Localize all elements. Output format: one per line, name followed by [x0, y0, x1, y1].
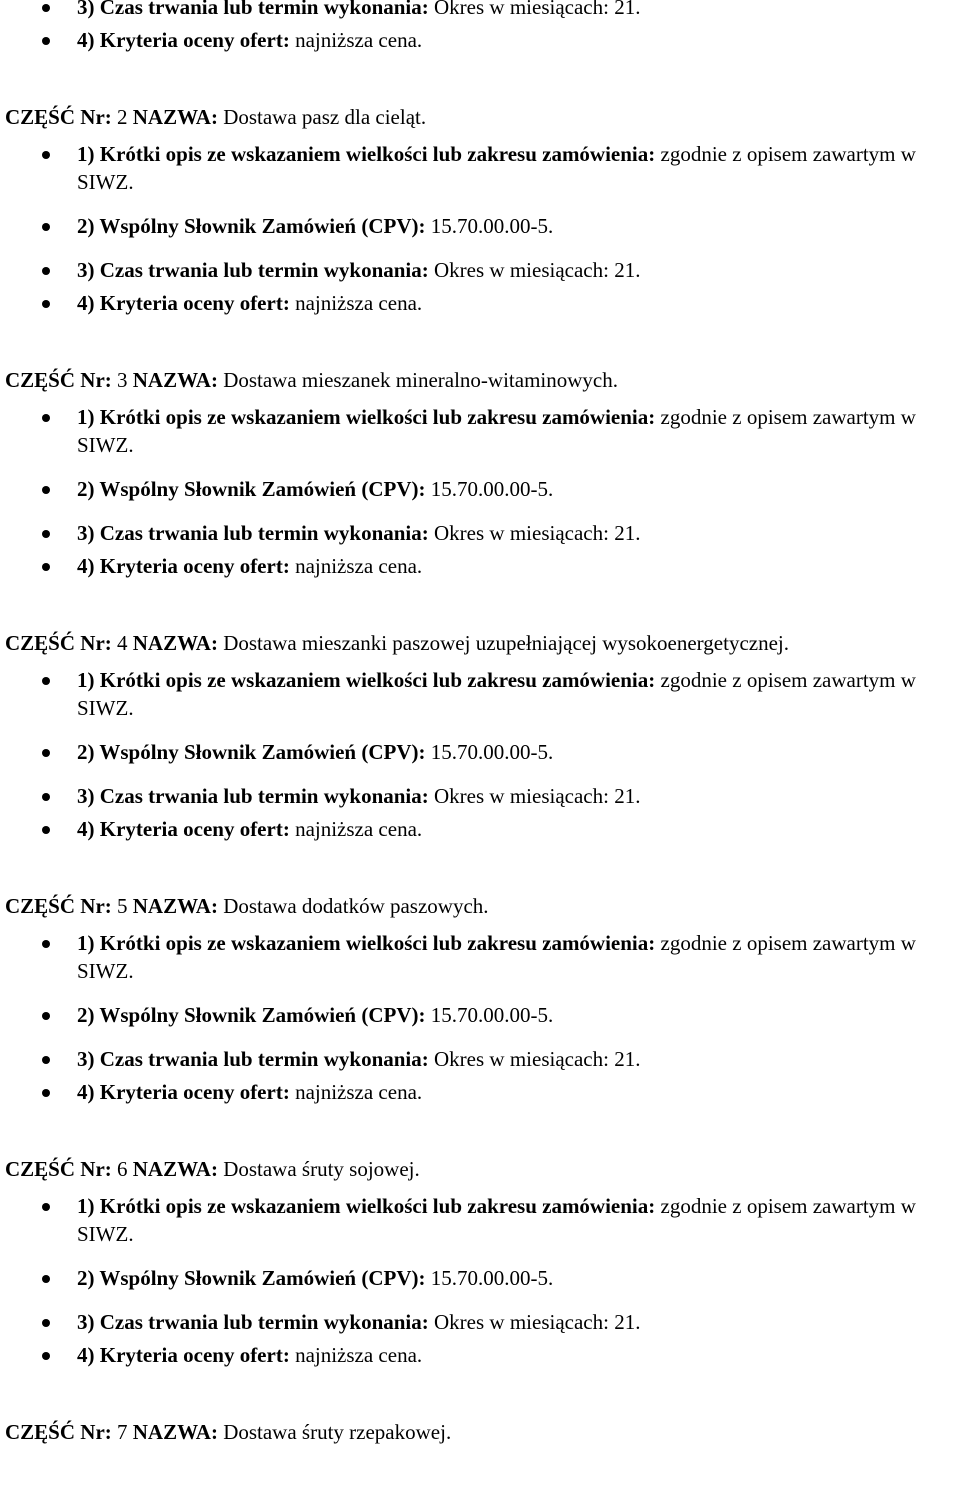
item-duration — [0, 0, 960, 21]
part-heading — [0, 629, 960, 657]
bullet-icon — [42, 1056, 50, 1064]
item-cpv — [0, 475, 960, 503]
item-duration — [0, 1308, 960, 1336]
part-heading — [0, 1418, 960, 1446]
item-value: zgodnie z opisem zawartym w SIWZ. — [77, 142, 916, 194]
name-prefix: NAZWA: — [132, 368, 218, 392]
part-items — [0, 403, 960, 580]
item-criteria — [0, 289, 960, 317]
item-value: najniższa cena. — [295, 554, 423, 578]
item-value: najniższa cena. — [295, 1343, 423, 1367]
bullet-icon — [42, 4, 50, 12]
bullet-icon — [42, 1089, 50, 1097]
name-prefix: NAZWA: — [132, 631, 218, 655]
part-heading — [0, 1155, 960, 1183]
item-label: 3) Czas trwania lub termin wykonania: — [77, 0, 429, 19]
item-value: najniższa cena. — [295, 291, 423, 315]
item-value: Okres w miesiącach: 21. — [434, 1047, 641, 1071]
item-label: 3) Czas trwania lub termin wykonania: — [77, 258, 429, 282]
bullet-icon — [42, 530, 50, 538]
item-cpv — [0, 212, 960, 240]
item-label: 2) Wspólny Słownik Zamówień (CPV): — [77, 1003, 426, 1027]
item-duration — [0, 1045, 960, 1073]
item-cpv — [0, 1264, 960, 1292]
part-3 — [0, 317, 960, 580]
item-criteria — [0, 552, 960, 580]
bullet-icon — [42, 300, 50, 308]
item-description — [0, 1192, 960, 1248]
part-name: Dostawa pasz dla cieląt. — [223, 105, 427, 129]
item-value: Okres w miesiącach: 21. — [434, 521, 641, 545]
part-5 — [0, 843, 960, 1106]
bullet-icon — [42, 223, 50, 231]
item-duration — [0, 256, 960, 284]
item-criteria — [0, 26, 960, 54]
item-cpv — [0, 1001, 960, 1029]
bullet-icon — [42, 793, 50, 801]
bullet-icon — [42, 1319, 50, 1327]
item-value: Okres w miesiącach: 21. — [434, 0, 641, 19]
item-label: 4) Kryteria oceny ofert: — [77, 1343, 290, 1367]
item-label: 4) Kryteria oceny ofert: — [77, 28, 290, 52]
bullet-icon — [42, 1352, 50, 1360]
item-label: 1) Krótki opis ze wskazaniem wielkości lub zakresu zamówienia: — [77, 931, 656, 955]
part-number: 7 — [117, 1420, 128, 1444]
part-heading — [0, 103, 960, 131]
part-heading — [0, 892, 960, 920]
part-name: Dostawa śruty sojowej. — [223, 1157, 420, 1181]
item-value: 15.70.00.00-5. — [430, 477, 554, 501]
part-2 — [0, 54, 960, 317]
part-prefix: CZĘŚĆ Nr: — [5, 105, 112, 129]
part-items — [0, 140, 960, 317]
part-prefix: CZĘŚĆ Nr: — [5, 1157, 112, 1181]
item-label: 1) Krótki opis ze wskazaniem wielkości lub zakresu zamówienia: — [77, 668, 656, 692]
item-description — [0, 666, 960, 722]
name-prefix: NAZWA: — [132, 1420, 218, 1444]
part-number: 4 — [117, 631, 128, 655]
item-value: zgodnie z opisem zawartym w SIWZ. — [77, 405, 916, 457]
name-prefix: NAZWA: — [132, 105, 218, 129]
bullet-icon — [42, 1012, 50, 1020]
item-label: 2) Wspólny Słownik Zamówień (CPV): — [77, 1266, 426, 1290]
bullet-icon — [42, 151, 50, 159]
item-label: 2) Wspólny Słownik Zamówień (CPV): — [77, 740, 426, 764]
item-value: najniższa cena. — [295, 817, 423, 841]
part-prefix: CZĘŚĆ Nr: — [5, 631, 112, 655]
item-label: 2) Wspólny Słownik Zamówień (CPV): — [77, 477, 426, 501]
part-number: 2 — [117, 105, 128, 129]
bullet-icon — [42, 1203, 50, 1211]
item-criteria — [0, 815, 960, 843]
item-value: 15.70.00.00-5. — [430, 1266, 554, 1290]
item-label: 4) Kryteria oceny ofert: — [77, 291, 290, 315]
item-duration — [0, 782, 960, 810]
part-number: 5 — [117, 894, 128, 918]
bullet-icon — [42, 1275, 50, 1283]
part-name: Dostawa śruty rzepakowej. — [223, 1420, 452, 1444]
bullet-icon — [42, 749, 50, 757]
item-description — [0, 140, 960, 196]
part-heading — [0, 366, 960, 394]
part-prefix: CZĘŚĆ Nr: — [5, 368, 112, 392]
item-label: 3) Czas trwania lub termin wykonania: — [77, 1310, 429, 1334]
item-value: 15.70.00.00-5. — [430, 1003, 554, 1027]
item-label: 4) Kryteria oceny ofert: — [77, 1080, 290, 1104]
part-prefix: CZĘŚĆ Nr: — [5, 1420, 112, 1444]
part-items — [0, 1192, 960, 1369]
part-prefix: CZĘŚĆ Nr: — [5, 894, 112, 918]
part-items — [0, 666, 960, 843]
part-name: Dostawa dodatków paszowych. — [223, 894, 489, 918]
item-label: 2) Wspólny Słownik Zamówień (CPV): — [77, 214, 426, 238]
item-label: 3) Czas trwania lub termin wykonania: — [77, 521, 429, 545]
bullet-icon — [42, 677, 50, 685]
item-label: 1) Krótki opis ze wskazaniem wielkości lub zakresu zamówienia: — [77, 405, 656, 429]
item-value: najniższa cena. — [295, 28, 423, 52]
item-value: najniższa cena. — [295, 1080, 423, 1104]
part-4 — [0, 580, 960, 843]
item-label: 1) Krótki opis ze wskazaniem wielkości lub zakresu zamówienia: — [77, 142, 656, 166]
item-criteria — [0, 1341, 960, 1369]
item-label: 3) Czas trwania lub termin wykonania: — [77, 1047, 429, 1071]
bullet-icon — [42, 563, 50, 571]
item-value: zgodnie z opisem zawartym w SIWZ. — [77, 931, 916, 983]
item-description — [0, 929, 960, 985]
item-value: 15.70.00.00-5. — [430, 740, 554, 764]
part-name: Dostawa mieszanki paszowej uzupełniającej wysokoenergetycznej. — [223, 631, 789, 655]
item-label: 1) Krótki opis ze wskazaniem wielkości lub zakresu zamówienia: — [77, 1194, 656, 1218]
item-cpv — [0, 738, 960, 766]
item-value: Okres w miesiącach: 21. — [434, 1310, 641, 1334]
part-1-items — [0, 0, 960, 54]
bullet-icon — [42, 267, 50, 275]
part-7 — [0, 1369, 960, 1446]
item-value: Okres w miesiącach: 21. — [434, 258, 641, 282]
part-1-continuation — [0, 0, 960, 54]
bullet-icon — [42, 486, 50, 494]
item-value: 15.70.00.00-5. — [430, 214, 554, 238]
item-label: 4) Kryteria oceny ofert: — [77, 554, 290, 578]
item-value: zgodnie z opisem zawartym w SIWZ. — [77, 668, 916, 720]
item-duration — [0, 519, 960, 547]
item-criteria — [0, 1078, 960, 1106]
part-number: 3 — [117, 368, 128, 392]
bullet-icon — [42, 414, 50, 422]
bullet-icon — [42, 826, 50, 834]
part-name: Dostawa mieszanek mineralno-witaminowych. — [223, 368, 618, 392]
part-6 — [0, 1106, 960, 1369]
item-value: zgodnie z opisem zawartym w SIWZ. — [77, 1194, 916, 1246]
part-number: 6 — [117, 1157, 128, 1181]
bullet-icon — [42, 37, 50, 45]
item-value: Okres w miesiącach: 21. — [434, 784, 641, 808]
bullet-icon — [42, 940, 50, 948]
item-label: 4) Kryteria oceny ofert: — [77, 817, 290, 841]
item-description — [0, 403, 960, 459]
name-prefix: NAZWA: — [132, 894, 218, 918]
item-label: 3) Czas trwania lub termin wykonania: — [77, 784, 429, 808]
name-prefix: NAZWA: — [132, 1157, 218, 1181]
part-items — [0, 929, 960, 1106]
